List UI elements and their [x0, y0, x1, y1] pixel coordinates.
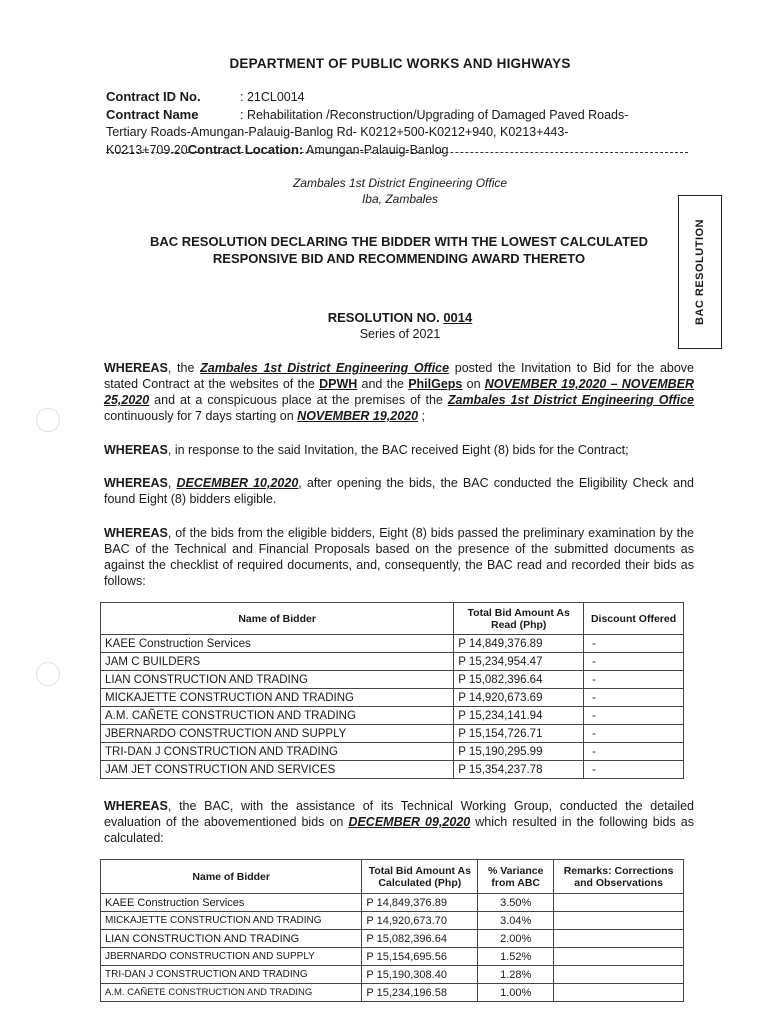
discount: -	[584, 635, 684, 653]
resolution-series: Series of 2021	[359, 327, 441, 341]
table-header-row	[101, 603, 684, 635]
whereas-label: WHEREAS	[104, 476, 168, 490]
bidder-name: JAM C BUILDERS	[101, 653, 454, 671]
variance: 3.50%	[478, 894, 554, 912]
district-office	[0, 175, 768, 207]
contract-id-row	[106, 88, 686, 106]
table-row	[101, 725, 684, 743]
contract-location-value: Amungan-Palauig-Banlog	[303, 143, 449, 157]
dpwh-reference: DPWH	[319, 377, 358, 391]
resolution-number-value: 0014	[443, 310, 473, 325]
punch-hole-mark	[36, 662, 60, 686]
discount: -	[584, 653, 684, 671]
contract-name-line2: Tertiary Roads-Amungan-Palauig-Banlog Rd- K0212+500-K0212+940, K0213+443-	[106, 125, 569, 139]
column-header: % Variance from ABC	[478, 860, 554, 894]
bids-as-calculated-table	[100, 859, 684, 1002]
table-row	[101, 635, 684, 653]
paragraph-text: on	[462, 377, 485, 391]
paragraph-text: posted the Invitation to Bid for the above stated Contract at the websites of the	[104, 361, 695, 391]
table-row	[101, 984, 684, 1002]
bidder-name: KAEE Construction Services	[101, 635, 454, 653]
column-header: Remarks: Corrections and Observations	[554, 860, 684, 894]
table-row	[101, 653, 684, 671]
office-line1: Zambales 1st District Engineering Office	[292, 176, 508, 190]
discount: -	[584, 761, 684, 779]
contract-name-line3-row	[106, 141, 686, 159]
bid-amount: P 15,234,141.94	[454, 707, 584, 725]
bid-amount: P 14,849,376.89	[454, 635, 584, 653]
paragraph-detailed-evaluation	[104, 798, 694, 846]
contract-name-row	[106, 106, 686, 124]
office-reference: Zambales 1st District Engineering Office	[447, 393, 694, 407]
paragraph-bids-received	[104, 442, 694, 458]
title-line1: BAC RESOLUTION DECLARING THE BIDDER WITH THE LOWEST CALCULATED	[149, 234, 649, 249]
bids-as-read-table	[100, 602, 684, 779]
paragraph-text: , in response to the said Invitation, the BAC received Eight (8) bids for the Contract;	[167, 443, 629, 457]
bac-resolution-side-label	[678, 195, 722, 349]
paragraph-preliminary-exam	[104, 525, 694, 589]
table-header-row	[101, 860, 684, 894]
bid-amount: P 15,082,396.64	[362, 930, 478, 948]
bidder-name: A.M. CAÑETE CONSTRUCTION AND TRADING	[101, 707, 454, 725]
posting-date-range: NOVEMBER 19,2020 – NOVEMBER 25,2020	[104, 377, 695, 407]
discount: -	[584, 671, 684, 689]
variance: 1.52%	[478, 948, 554, 966]
dashed-divider	[106, 152, 688, 153]
whereas-label: WHEREAS	[104, 526, 168, 540]
title-line2: RESPONSIVE BID AND RECOMMENDING AWARD THERETO	[212, 251, 586, 266]
discount: -	[584, 725, 684, 743]
contract-name-value-line3: K0213+709.20	[106, 143, 188, 157]
contract-name-label: Contract Name	[106, 107, 199, 122]
punch-hole-mark	[36, 408, 60, 432]
bidder-name: LIAN CONSTRUCTION AND TRADING	[101, 671, 454, 689]
paragraph-invitation	[104, 360, 694, 424]
side-label-text: BAC RESOLUTION	[694, 219, 706, 325]
bidder-name: TRI-DAN J CONSTRUCTION AND TRADING	[101, 743, 454, 761]
bid-amount: P 15,234,196.58	[362, 984, 478, 1002]
paragraph-text: which resulted in the following bids as calculated:	[104, 815, 694, 845]
paragraph-eligibility	[104, 475, 694, 507]
whereas-label: WHEREAS	[104, 799, 168, 813]
column-header: Name of Bidder	[101, 603, 454, 635]
table-row	[101, 743, 684, 761]
bidder-name: JBERNARDO CONSTRUCTION AND SUPPLY	[101, 948, 362, 966]
column-header: Total Bid Amount As Calculated (Php)	[362, 860, 478, 894]
variance: 2.00%	[478, 930, 554, 948]
bidder-name: MICKAJETTE CONSTRUCTION AND TRADING	[101, 689, 454, 707]
bid-amount: P 15,082,396.64	[454, 671, 584, 689]
paragraph-text: and the	[357, 377, 409, 391]
bidder-name: MICKAJETTE CONSTRUCTION AND TRADING	[101, 912, 362, 930]
paragraph-text: , of the bids from the eligible bidders, Eight (8) bids passed the preliminary examination by the BAC of the Technical and Financial Proposals based on the presence of the submitted documents as against the checklist of required documents, and, consequently, the BAC read and recorded their bids as follows:	[104, 526, 694, 588]
resolution-prefix: RESOLUTION NO.	[327, 310, 444, 325]
discount: -	[584, 689, 684, 707]
remarks	[554, 912, 684, 930]
department-heading: DEPARTMENT OF PUBLIC WORKS AND HIGHWAYS	[229, 56, 571, 71]
bid-amount: P 15,354,237.78	[454, 761, 584, 779]
contract-id-value: : 21CL0014	[240, 90, 305, 104]
resolution-number	[0, 310, 768, 325]
remarks	[554, 930, 684, 948]
bid-amount: P 15,190,308.40	[362, 966, 478, 984]
table-row	[101, 707, 684, 725]
table-row	[101, 912, 684, 930]
bidder-name: JAM JET CONSTRUCTION AND SERVICES	[101, 761, 454, 779]
bid-amount: P 15,234,954.47	[454, 653, 584, 671]
remarks	[554, 894, 684, 912]
remarks	[554, 966, 684, 984]
variance: 3.04%	[478, 912, 554, 930]
opening-date: DECEMBER 10,2020	[176, 476, 299, 490]
whereas-label: WHEREAS	[104, 443, 168, 457]
bid-amount: P 15,154,695.56	[362, 948, 478, 966]
bidder-name: JBERNARDO CONSTRUCTION AND SUPPLY	[101, 725, 454, 743]
contract-header	[106, 88, 686, 159]
bidder-name: A.M. CAÑETE CONSTRUCTION AND TRADING	[101, 984, 362, 1002]
remarks	[554, 948, 684, 966]
paragraph-text: continuously for 7 days starting on	[104, 409, 298, 423]
bid-amount: P 15,190,295.99	[454, 743, 584, 761]
table-row	[101, 894, 684, 912]
paragraph-text: ;	[418, 409, 426, 423]
office-reference: Zambales 1st District Engineering Office	[200, 361, 450, 375]
bid-amount: P 15,154,726.71	[454, 725, 584, 743]
bidder-name: KAEE Construction Services	[101, 894, 362, 912]
contract-name-value-line1: : Rehabilitation /Reconstruction/Upgrading of Damaged Paved Roads-	[240, 108, 629, 122]
bid-amount: P 14,849,376.89	[362, 894, 478, 912]
table-row	[101, 948, 684, 966]
table-row	[101, 966, 684, 984]
column-header: Total Bid Amount As Read (Php)	[454, 603, 584, 635]
paragraph-text: , the	[167, 361, 201, 375]
discount: -	[584, 707, 684, 725]
posting-start-date: NOVEMBER 19,2020	[297, 409, 419, 423]
bidder-name: LIAN CONSTRUCTION AND TRADING	[101, 930, 362, 948]
column-header: Name of Bidder	[101, 860, 362, 894]
table-row	[101, 761, 684, 779]
table-row	[101, 671, 684, 689]
bid-amount: P 14,920,673.70	[362, 912, 478, 930]
table-row	[101, 689, 684, 707]
paragraph-text: , the BAC, with the assistance of its Technical Working Group, conducted the detailed evaluation of the abovementioned bids on	[104, 799, 694, 829]
resolution-title	[118, 233, 680, 267]
whereas-label: WHEREAS	[104, 361, 168, 375]
paragraph-text: ,	[167, 476, 177, 490]
philgeps-reference: PhilGeps	[408, 377, 463, 391]
bid-amount: P 14,920,673.69	[454, 689, 584, 707]
paragraph-text: and at a conspicuous place at the premises of the	[149, 393, 448, 407]
discount: -	[584, 743, 684, 761]
contract-id-label: Contract ID No.	[106, 89, 201, 104]
paragraph-text: , after opening the bids, the BAC conducted the Eligibility Check and found Eight (8) bidders eligible.	[104, 476, 694, 506]
remarks	[554, 984, 684, 1002]
table-row	[101, 930, 684, 948]
evaluation-date: DECEMBER 09,2020	[348, 815, 471, 829]
variance: 1.28%	[478, 966, 554, 984]
variance: 1.00%	[478, 984, 554, 1002]
office-line2: Iba, Zambales	[361, 192, 439, 206]
column-header: Discount Offered	[584, 603, 684, 635]
contract-location-label: Contract Location:	[187, 142, 304, 157]
bidder-name: TRI-DAN J CONSTRUCTION AND TRADING	[101, 966, 362, 984]
